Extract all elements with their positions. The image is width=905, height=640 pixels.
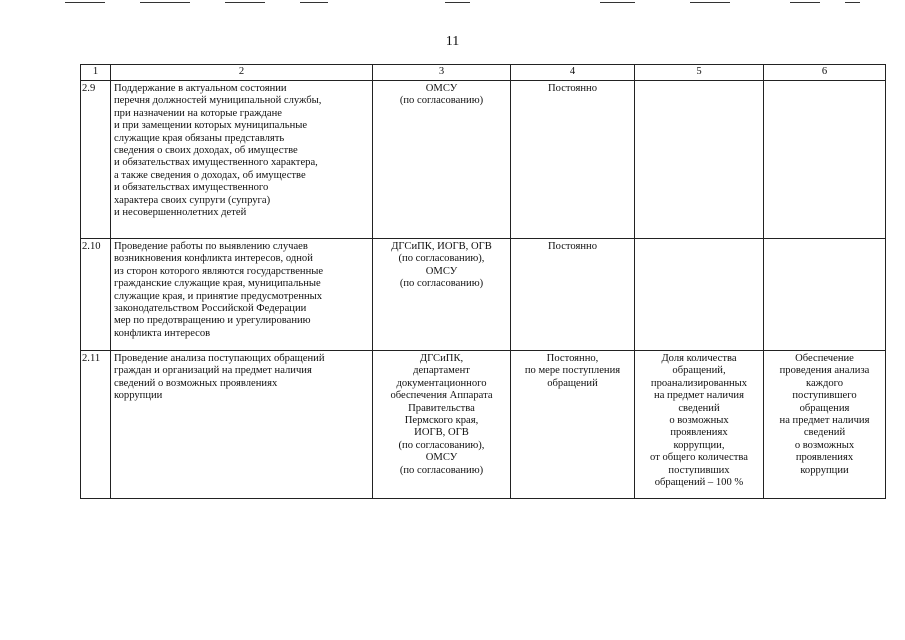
measures-table xyxy=(80,64,886,499)
cell-text-line: на предмет наличия xyxy=(779,415,870,427)
cell-text-line: проявлениях xyxy=(670,427,728,439)
cell-text-line: обращений xyxy=(547,377,598,389)
cell-text-line: обращений, xyxy=(672,365,726,377)
cell-text-line: ИОГВ, ОГВ xyxy=(414,427,469,439)
table-row xyxy=(81,81,886,239)
cell-text-line: Обеспечение xyxy=(795,353,854,364)
indicator-cell xyxy=(635,239,764,351)
cell-text-line: Доля количества xyxy=(661,353,737,364)
cell-text-line: документационного xyxy=(396,377,487,389)
indicator-cell xyxy=(635,81,764,239)
cell-text-line: служащие края обязаны представлять xyxy=(114,132,285,144)
term-cell xyxy=(511,239,635,351)
column-header: 5 xyxy=(635,65,764,81)
cell-text-line: (по согласованию) xyxy=(399,95,484,107)
column-header: 6 xyxy=(764,65,886,81)
cell-text-line: проведения анализа xyxy=(779,365,870,377)
cell-text-line: коррупции, xyxy=(673,439,725,451)
term-cell xyxy=(511,351,635,499)
cell-text-line: возникновения конфликта интересов, одной xyxy=(114,253,313,265)
cell-text-line: Проведение анализа поступающих обращений xyxy=(114,353,325,364)
cell-text-line: по мере поступления xyxy=(524,365,621,377)
cell-text-line: ДГСиПК, ИОГВ, ОГВ xyxy=(391,241,492,252)
cell-text-line: характера своих супруги (супруга) xyxy=(114,194,271,206)
cell-text-line: Правительства xyxy=(408,402,475,414)
cell-text-line: Постоянно, xyxy=(546,353,599,364)
term-cell xyxy=(511,81,635,239)
measure-cell xyxy=(111,351,373,499)
cell-text-line: при назначении на которые граждане xyxy=(114,107,282,119)
measure-cell xyxy=(111,239,373,351)
cell-text-line: ДГСиПК, xyxy=(419,353,464,364)
cell-text-line: и несовершеннолетних детей xyxy=(114,207,247,219)
table-row xyxy=(81,239,886,351)
cell-text-line: сведений xyxy=(803,427,846,439)
cell-text-line: Пермского края, xyxy=(404,415,479,427)
cell-text-line: сведений xyxy=(678,402,720,414)
cell-text-line: (по согласованию) xyxy=(399,464,484,476)
cell-text-line: сведения о своих доходах, об имуществе xyxy=(114,145,298,157)
cell-text-line: ОМСУ xyxy=(425,83,458,94)
indicator-cell xyxy=(635,351,764,499)
cell-text-line: конфликта интересов xyxy=(114,327,211,339)
cell-text-line: (по согласованию) xyxy=(399,278,484,290)
cell-text-line: из сторон которого являются государственные xyxy=(114,265,324,277)
cell-text-line: проявлениях xyxy=(795,452,854,464)
result-cell xyxy=(764,81,886,239)
cell-text-line: каждого xyxy=(805,377,844,389)
cell-text-line: ОМСУ xyxy=(425,452,458,464)
cell-text-line: (по согласованию), xyxy=(398,253,485,265)
cell-text-line: Постоянно xyxy=(547,83,597,94)
result-cell xyxy=(764,239,886,351)
cell-text-line: на предмет наличия xyxy=(654,390,744,402)
cell-text-line: мер по предотвращению и урегулированию xyxy=(114,315,311,327)
cell-text-line: от общего количества xyxy=(650,452,748,464)
cell-text-line: сведений о возможных проявлениях xyxy=(114,377,278,389)
row-number: 2.9 xyxy=(81,81,111,239)
executor-cell xyxy=(373,81,511,239)
cell-text-line: а также сведения о доходах, об имуществе xyxy=(114,169,306,181)
cell-text-line: департамент xyxy=(413,365,470,377)
executor-cell xyxy=(373,239,511,351)
cell-text-line: гражданские служащие края, муниципальные xyxy=(114,278,321,290)
measure-cell xyxy=(111,81,373,239)
cell-text-line: и обязательствах имущественного xyxy=(114,182,269,194)
cell-text-line: (по согласованию), xyxy=(398,439,485,451)
column-header: 4 xyxy=(511,65,635,81)
cell-text-line: и при замещении которых муниципальные xyxy=(114,120,308,132)
cell-text-line: поступивших xyxy=(668,464,730,476)
cell-text-line: коррупции xyxy=(800,464,849,476)
top-edge-marks xyxy=(0,0,905,6)
cell-text-line: обращений – 100 % xyxy=(654,477,744,489)
cell-text-line: обеспечения Аппарата xyxy=(390,390,493,402)
cell-text-line: проанализированных xyxy=(650,377,748,389)
table-header-row xyxy=(81,65,886,81)
row-number: 2.10 xyxy=(81,239,111,351)
cell-text-line: Поддержание в актуальном состоянии xyxy=(114,83,287,94)
result-cell xyxy=(764,351,886,499)
cell-text-line: коррупции xyxy=(114,390,163,402)
table-row xyxy=(81,351,886,499)
column-header: 3 xyxy=(373,65,511,81)
cell-text-line: перечня должностей муниципальной службы, xyxy=(114,95,322,107)
row-number: 2.11 xyxy=(81,351,111,499)
cell-text-line: о возможных xyxy=(669,415,729,427)
cell-text-line: служащие края, и принятие предусмотренных xyxy=(114,290,323,302)
cell-text-line: и обязательствах имущественного характера, xyxy=(114,157,318,169)
executor-cell xyxy=(373,351,511,499)
cell-text-line: Проведение работы по выявлению случаев xyxy=(114,241,308,252)
cell-text-line: о возможных xyxy=(794,439,855,451)
page-number: 11 xyxy=(445,34,460,49)
cell-text-line: поступившего xyxy=(792,390,857,402)
column-header: 1 xyxy=(81,65,111,81)
column-header: 2 xyxy=(111,65,373,81)
cell-text-line: законодательством Российской Федерации xyxy=(114,303,307,315)
cell-text-line: обращения xyxy=(799,402,850,414)
cell-text-line: Постоянно xyxy=(547,241,597,252)
cell-text-line: ОМСУ xyxy=(425,265,458,277)
cell-text-line: граждан и организаций на предмет наличия xyxy=(114,365,312,377)
